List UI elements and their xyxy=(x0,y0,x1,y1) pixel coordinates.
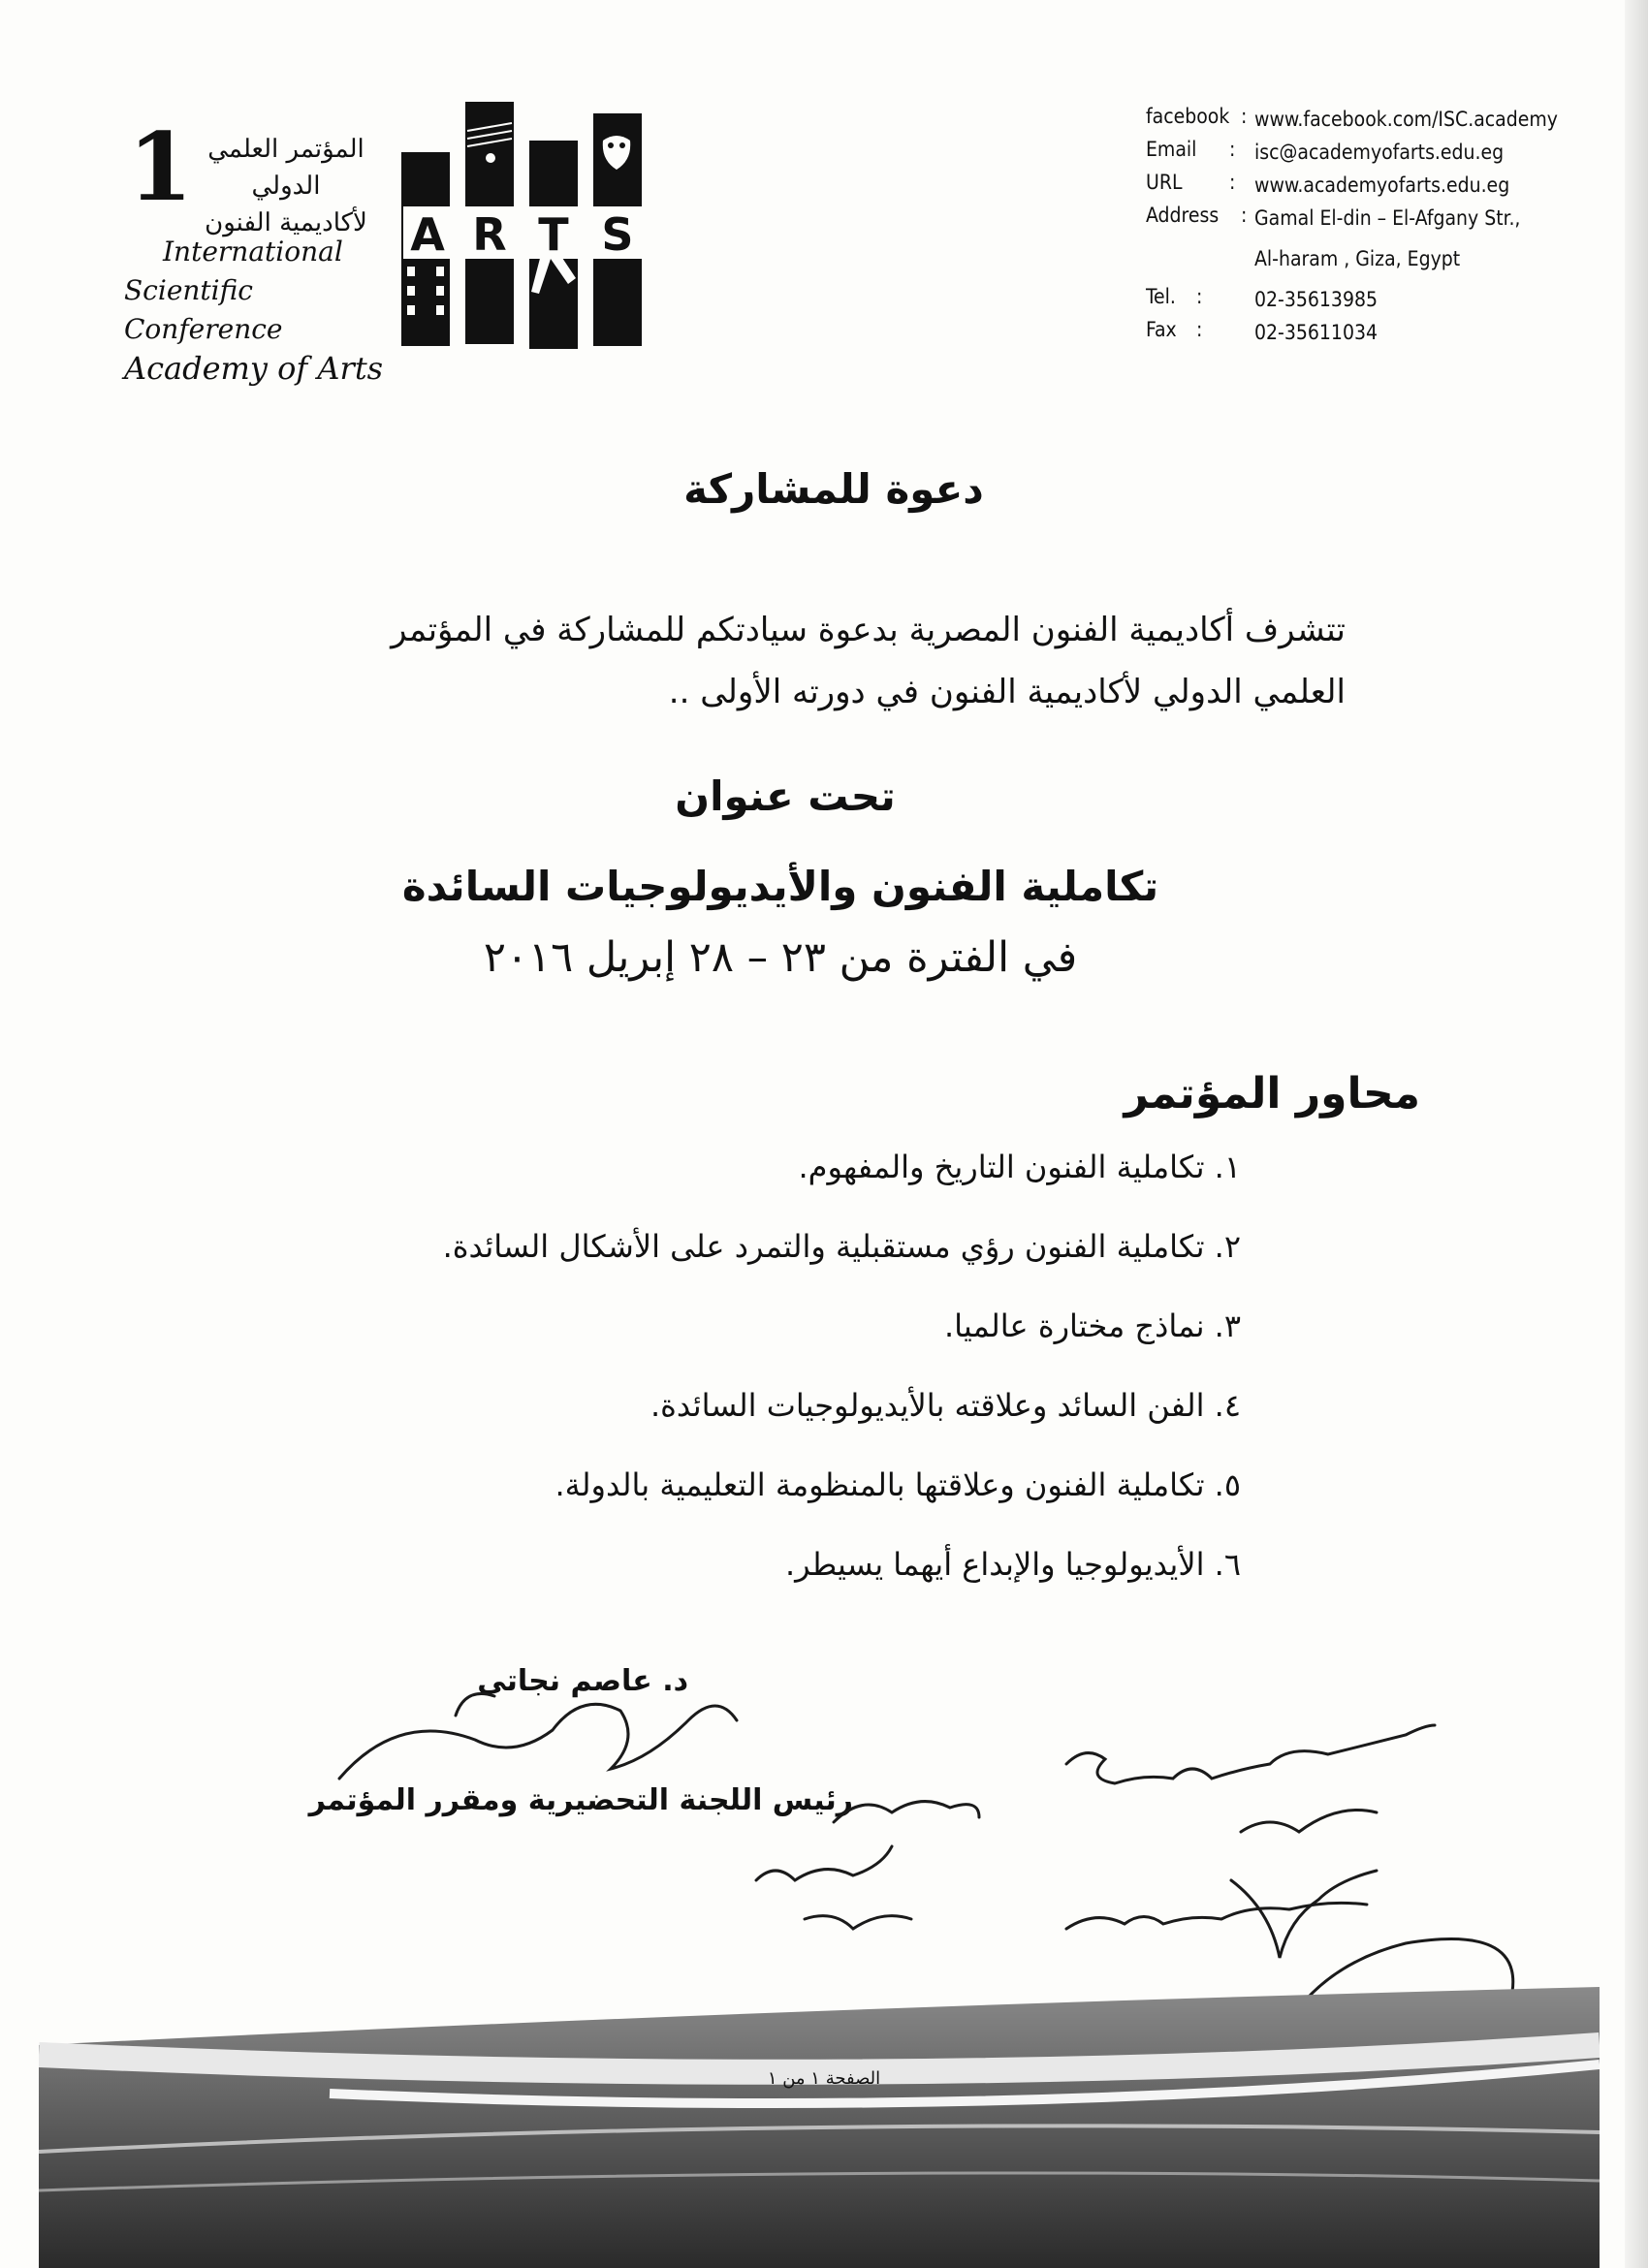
under-title: تحت عنوان xyxy=(675,772,896,820)
contact-tel: Tel. : 02-35613985 xyxy=(1146,285,1631,318)
signatory-name: د. عاصم نجاتى xyxy=(477,1664,688,1698)
facebook-link[interactable]: www.facebook.com/ISC.academy xyxy=(1254,108,1558,131)
axis-item: ٢. تكاملية الفنون رؤي مستقبلية والتمرد على الأشكال السائدة. xyxy=(442,1228,1241,1265)
axes-list xyxy=(271,1146,1241,1622)
axis-item: ٣. نماذج مختارة عالميا. xyxy=(943,1307,1241,1344)
contact-block xyxy=(1146,105,1631,351)
axis-item: ٥. تكاملية الفنون وعلاقتها بالمنظومة التعليمية بالدولة. xyxy=(555,1466,1241,1503)
fax-value: 02-35611034 xyxy=(1254,321,1378,344)
tel-value: 02-35613985 xyxy=(1254,288,1378,311)
page-number: الصفحة ١ من ١ xyxy=(767,2068,881,2089)
intro-line: تتشرف أكاديمية الفنون المصرية بدعوة سيادتكم للمشاركة في المؤتمر xyxy=(391,611,1346,649)
conference-title: تكاملية الفنون والأيديولوجيات السائدة xyxy=(401,863,1159,910)
logo-arabic-line: المؤتمر العلمي الدولي xyxy=(207,135,364,201)
contact-address: Address : Gamal El-din – El-Afgany Str., Al-haram , Giza, Egypt xyxy=(1146,204,1631,285)
logo-english-line: Scientific Conference xyxy=(124,274,283,345)
fax-label: Fax xyxy=(1146,318,1177,341)
invitation-title: دعوة للمشاركة xyxy=(683,465,984,513)
conference-logo xyxy=(116,102,659,387)
address-label: Address xyxy=(1146,204,1220,227)
logo-arabic xyxy=(184,131,388,241)
url-link[interactable]: www.academyofarts.edu.eg xyxy=(1254,173,1510,197)
facebook-label: facebook xyxy=(1146,105,1230,128)
logo-english xyxy=(116,233,397,388)
conference-dates: في الفترة من ٢٣ – ٢٨ إبريل ٢٠١٦ xyxy=(483,933,1078,982)
axis-item: ٤. الفن السائد وعلاقته بالأيديولوجيات السائدة. xyxy=(650,1387,1241,1424)
url-label: URL xyxy=(1146,171,1183,194)
logo-arabic-line: لأكاديمية الفنون xyxy=(205,208,367,237)
axis-item: ٦. الأيديولوجيا والإبداع أيهما يسيطر. xyxy=(784,1546,1241,1583)
email-link[interactable]: isc@academyofarts.edu.eg xyxy=(1254,141,1505,164)
email-label: Email xyxy=(1146,138,1197,161)
footer-wave-icon xyxy=(39,1987,1600,2268)
contact-email: Email : isc@academyofarts.edu.eg xyxy=(1146,138,1631,171)
arts-letter: R xyxy=(472,208,507,261)
tel-label: Tel. xyxy=(1146,285,1176,308)
axis-item: ١. تكاملية الفنون التاريخ والمفهوم. xyxy=(798,1149,1241,1185)
logo-english-line: Academy of Arts xyxy=(124,350,384,387)
arts-logo-icon xyxy=(397,102,659,354)
logo-number: 1 xyxy=(128,112,193,222)
arts-letter: S xyxy=(601,208,634,261)
contact-fax: Fax : 02-35611034 xyxy=(1146,318,1631,351)
address-value: Gamal El-din – El-Afgany Str., Al-haram , Giza, Egypt xyxy=(1254,206,1521,270)
invitation-intro xyxy=(202,599,1346,723)
arts-letter: A xyxy=(410,208,445,261)
intro-line: العلمي الدولي لأكاديمية الفنون في دورته الأولى .. xyxy=(668,673,1346,711)
signatory-role: رئيس اللجنة التحضيرية ومقرر المؤتمر xyxy=(308,1783,853,1817)
logo-english-line: International xyxy=(163,236,343,268)
contact-facebook: facebook : www.facebook.com/ISC.academy xyxy=(1146,105,1631,138)
arts-letter: T xyxy=(538,208,569,261)
axes-title: محاور المؤتمر xyxy=(1124,1069,1420,1118)
contact-url: URL : www.academyofarts.edu.eg xyxy=(1146,171,1631,204)
